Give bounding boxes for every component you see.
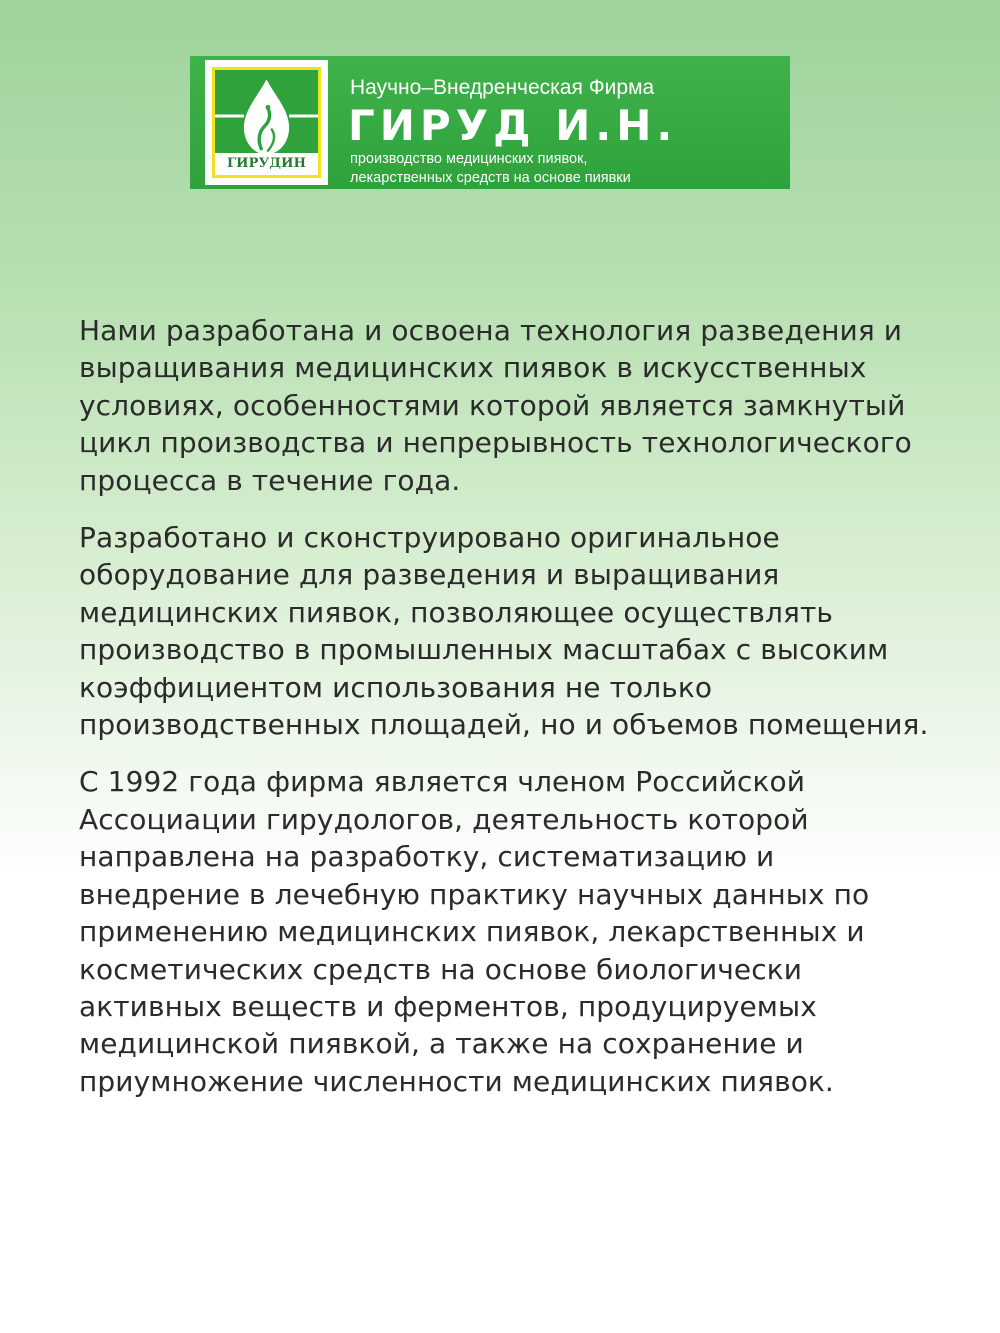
firm-description [350, 150, 631, 188]
company-banner [190, 56, 790, 189]
company-logo [205, 60, 328, 185]
logo-frame [212, 67, 321, 178]
firm-brand-name: ГИРУД И.Н. [348, 101, 678, 150]
paragraph-equipment: Разработано и сконструировано оригинальное оборудование для разведения и выращивания медицинских пиявок, позволяющее осуществлять производство в промышленных масштабах с высоким коэффициентом использования не только производственных площадей, но и объемов помещения. [79, 521, 929, 742]
firm-type-label: Научно–Внедренческая Фирма [350, 76, 655, 99]
firm-description-line-1: производство медицинских пиявок, [350, 151, 588, 167]
paragraph-technology: Нами разработана и освоена технология разведения и выращивания медицинских пиявок в искусственных условиях, особенностями которой является замкнутый цикл производства и непрерывность технологического процесса в течение года. [79, 314, 912, 497]
leech-drop-icon [215, 70, 318, 162]
logo-wordmark: ГИРУДИН [215, 153, 318, 175]
paragraph-association: С 1992 года фирма является членом Российской Ассоциации гирудологов, деятельность которой направлена на разработку, систематизацию и внедрение в лечебную практику научных данных по применению медицинских пиявок, лекарственных и косметических средств на основе биологически активных веществ и ферментов, продуцируемых медицинской пиявкой, а также на сохранение и приумножение численности медицинских пиявок. [79, 765, 870, 1098]
main-text [79, 312, 939, 1120]
firm-description-line-2: лекарственных средств на основе пиявки [350, 170, 631, 186]
